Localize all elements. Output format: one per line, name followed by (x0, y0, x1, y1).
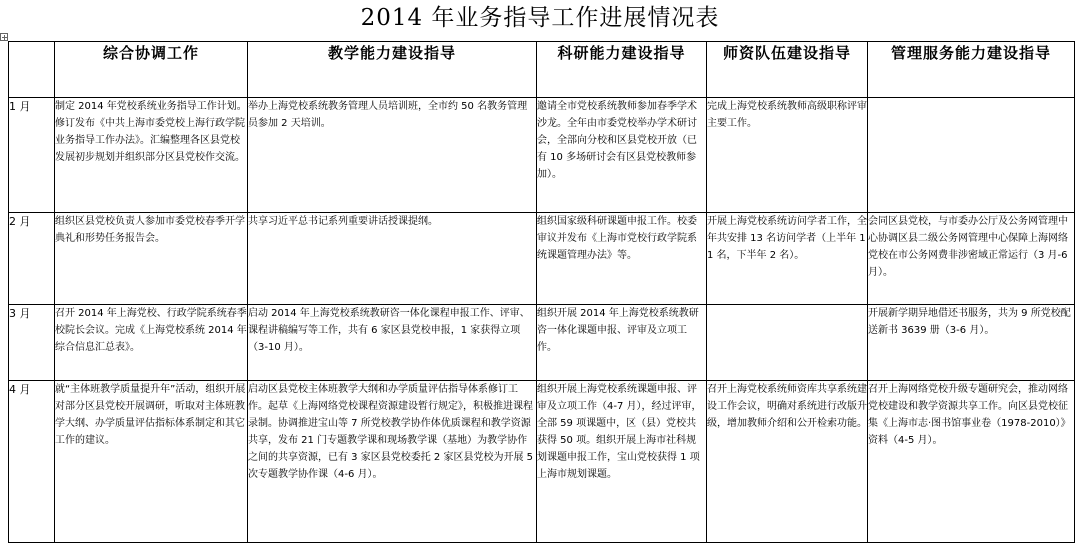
cell-faculty (707, 305, 868, 381)
cell-faculty: 开展上海党校系统访问学者工作，全年共安排 13 名访问学者（上半年 11 名，下半年 2 名）。 (707, 213, 868, 305)
cell-research: 组织开展上海党校系统课题申报、评审及立项工作（4-7 月），经过评审，全部 59 项课题中，区（县）党校共获得 50 项。组织开展上海市社科规划课题申报工作，宝山党校获得 1 项上海市规划课题。 (537, 381, 707, 543)
cell-coordination: 召开 2014 年上海党校、行政学院系统春季校院长会议。完成《上海党校系统 2014 年综合信息汇总表》。 (55, 305, 248, 381)
table-move-handle-icon[interactable] (0, 33, 8, 41)
table-row (9, 213, 1075, 305)
table-header-row (9, 42, 1075, 98)
cell-management: 开展新学期异地借还书服务，共为 9 所党校配送新书 3639 册（3-6 月）。 (868, 305, 1075, 381)
month-label: 1 月 (9, 98, 55, 213)
month-label: 2 月 (9, 213, 55, 305)
header-teaching: 教学能力建设指导 (248, 42, 537, 98)
cell-coordination: 组织区县党校负责人参加市委党校春季开学典礼和形势任务报告会。 (55, 213, 248, 305)
month-label: 3 月 (9, 305, 55, 381)
header-management: 管理服务能力建设指导 (868, 42, 1075, 98)
cell-coordination: 就“主体班教学质量提升年”活动，组织开展对部分区县党校开展调研，听取对主体班教学大纲、办学质量评估指标体系制定和其它工作的建议。 (55, 381, 248, 543)
cell-research: 组织国家级科研课题申报工作。校委审议并发布《上海市党校行政学院系统课题管理办法》等。 (537, 213, 707, 305)
cell-management (868, 98, 1075, 213)
header-research: 科研能力建设指导 (537, 42, 707, 98)
cell-coordination: 制定 2014 年党校系统业务指导工作计划。修订发布《中共上海市委党校上海行政学院业务指导工作办法》。汇编整理各区县党校发展初步规划并组织部分区县党校作交流。 (55, 98, 248, 213)
header-month-blank (9, 42, 55, 98)
document-title: 2014 年业务指导工作进展情况表 (360, 5, 720, 31)
cell-faculty: 完成上海党校系统教师高级职称评审主要工作。 (707, 98, 868, 213)
cell-teaching: 启动区县党校主体班教学大纲和办学质量评估指导体系修订工作。起草《上海网络党校课程资源建设暂行规定》，积极推进课程录制。协调推进宝山等 7 所党校教学协作体优质课程和教学资源共享，发布 21 门专题教学课和现场教学课（基地）为教学协作之间的共享资源，已有 3 家区县党校委托 2 家区县党校为开展 5 次专题教学协作课（4-6 月）。 (248, 381, 537, 543)
cell-research: 组织开展 2014 年上海党校系统教研咨一体化课题申报、评审及立项工作。 (537, 305, 707, 381)
cell-research: 邀请全市党校系统教师参加春季学术沙龙。全年由市委党校举办学术研讨会，全部向分校和区县党校开放（已有 10 多场研讨会有区县党校教师参加）。 (537, 98, 707, 213)
cell-faculty: 召开上海党校系统师资库共享系统建设工作会议，明确对系统进行改版升级，增加教师介绍和公开检索功能。 (707, 381, 868, 543)
cell-teaching: 启动 2014 年上海党校系统教研咨一体化课程申报工作、评审、课程讲稿编写等工作，共有 6 家区县党校申报，1 家获得立项（3-10 月）。 (248, 305, 537, 381)
table-row (9, 381, 1075, 543)
month-label: 4 月 (9, 381, 55, 543)
cell-teaching: 共享习近平总书记系列重要讲话授课提纲。 (248, 213, 537, 305)
progress-table (8, 41, 1075, 543)
cell-management: 召开上海网络党校升级专题研究会，推动网络党校建设和教学资源共享工作。向区县党校征集《上海市志·图书馆事业卷（1978-2010）》资料（4-5 月）。 (868, 381, 1075, 543)
cell-teaching: 举办上海党校系统教务管理人员培训班，全市约 50 名教务管理员参加 2 天培训。 (248, 98, 537, 213)
table-row (9, 305, 1075, 381)
cell-management: 会同区县党校，与市委办公厅及公务网管理中心协调区县二级公务网管理中心保障上海网络党校在市公务网费非涉密域正常运行（3 月-6 月）。 (868, 213, 1075, 305)
header-coordination: 综合协调工作 (55, 42, 248, 98)
header-faculty: 师资队伍建设指导 (707, 42, 868, 98)
table-row (9, 98, 1075, 213)
